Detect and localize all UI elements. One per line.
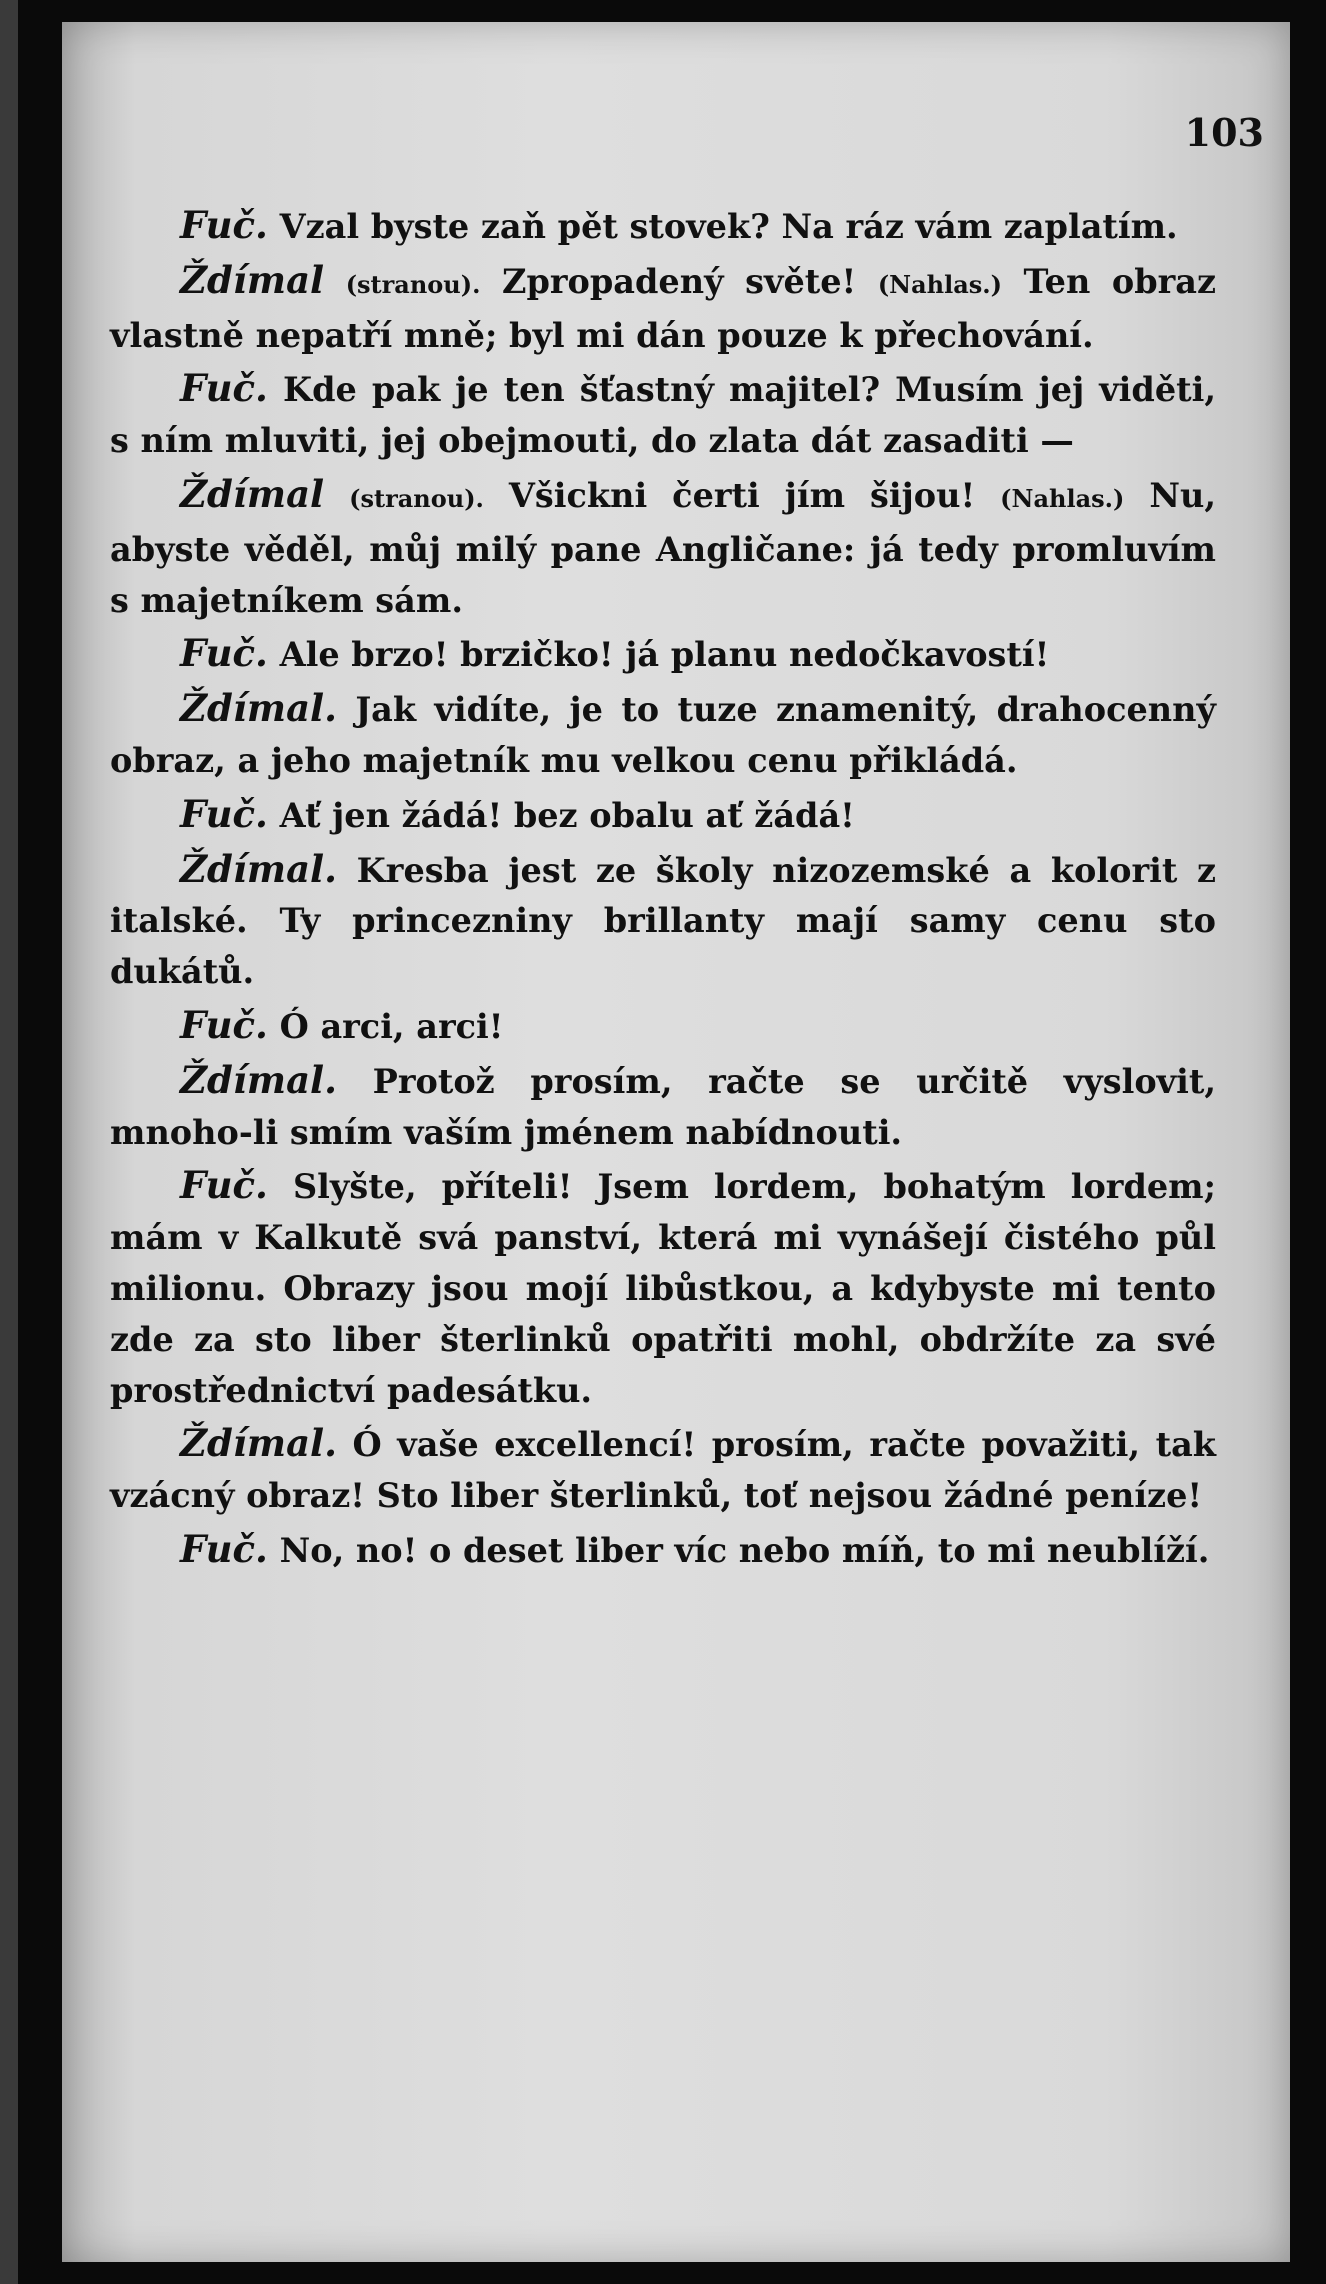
page-number: 103 (1184, 110, 1264, 155)
speaker-name: Fuč. (180, 631, 268, 676)
spoken-text: Kde pak je ten šťastný majitel? Musím jej viděti, s ním mluviti, jej obejmouti, do zlata dát zasaditi — (110, 370, 1216, 461)
speaker-name: Fuč. (180, 203, 268, 247)
spoken-text: Ale brzo! brzičko! já planu nedočkavostí! (267, 635, 1050, 675)
spoken-text: No, no! o deset liber víc nebo míň, to mi neublíží. (267, 1530, 1210, 1570)
dialogue-paragraph (110, 255, 1216, 362)
spoken-text: Protož prosím, račte se určitě vyslovit, mnoho-li smím vaším jménem nabídnouti. (110, 1061, 1216, 1152)
spoken-text (324, 476, 349, 515)
dialogue-paragraph (110, 1055, 1216, 1159)
speaker-name: Fuč. (180, 366, 268, 411)
speaker-name: Fuč. (180, 791, 268, 836)
dialogue-paragraph (110, 363, 1216, 467)
speaker-name: Ždímal. (180, 1421, 337, 1466)
spoken-text: Ať jen žádá! bez obalu ať žádá! (267, 795, 855, 835)
spoken-text: Kresba jest ze školy nizozemské a kolorit z italské. Ty princezniny brillanty mají samy cenu sto dukátů. (110, 850, 1216, 992)
dialogue-paragraph (110, 200, 1216, 253)
stage-direction: (stranou). (345, 269, 481, 299)
speaker-name: Fuč. (180, 1526, 268, 1571)
speaker-name: Ždímal (180, 471, 325, 516)
spoken-text: Nu, abyste věděl, můj milý pane Angličane: já tedy promluvím s majetníkem sám. (110, 475, 1216, 620)
spoken-text: Slyšte, příteli! Jsem lordem, bohatým lordem; mám v Kalkutě svá panství, která mi vynášejí čistého půl milionu. Obrazy jsou mojí libůstkou, a kdybyste mi tento zde za sto liber šterlinků opatřiti mohl, obdržíte za své prostřednictví padesátku. (110, 1167, 1216, 1410)
dialogue-paragraph (110, 683, 1216, 787)
spoken-text: Ó arci, arci! (267, 1006, 504, 1046)
spoken-text: Zpropadený světe! (480, 261, 878, 301)
spoken-text (324, 262, 346, 301)
dialogue-paragraph (110, 628, 1216, 681)
spoken-text: Všickni čerti jím šijou! (483, 475, 1001, 515)
speaker-name: Ždímal. (180, 846, 337, 891)
spoken-text: Vzal byste zaň pět stovek? Na ráz vám zaplatím. (267, 207, 1178, 246)
binding-edge (0, 0, 18, 2284)
dialogue-paragraph (110, 844, 1216, 998)
speaker-name: Fuč. (180, 1002, 268, 1047)
dialogue-paragraph (110, 789, 1216, 842)
dialogue-paragraph (110, 1000, 1216, 1053)
spoken-text: Ó vaše excellencí! prosím, račte považiti, tak vzácný obraz! Sto liber šterlinků, toť nejsou žádné peníze! (110, 1425, 1216, 1516)
stage-direction: (Nahlas.) (1000, 483, 1125, 513)
dialogue-text (110, 200, 1216, 1579)
speaker-name: Ždímal. (180, 1057, 337, 1102)
speaker-name: Ždímal (180, 257, 325, 302)
speaker-name: Ždímal. (180, 686, 337, 731)
speaker-name: Fuč. (180, 1163, 268, 1208)
dialogue-paragraph (110, 1418, 1216, 1522)
spoken-text: Jak vidíte, je to tuze znamenitý, drahocenný obraz, a jeho majetník mu velkou cenu přikládá. (110, 690, 1216, 780)
dialogue-paragraph (110, 1524, 1216, 1577)
dialogue-paragraph (110, 469, 1216, 626)
stage-direction: (Nahlas.) (877, 269, 1002, 299)
stage-direction: (stranou). (349, 483, 484, 513)
spoken-text: Ten obraz vlastně nepatří mně; byl mi dán pouze k přechování. (110, 261, 1217, 355)
dialogue-paragraph (110, 1160, 1216, 1416)
